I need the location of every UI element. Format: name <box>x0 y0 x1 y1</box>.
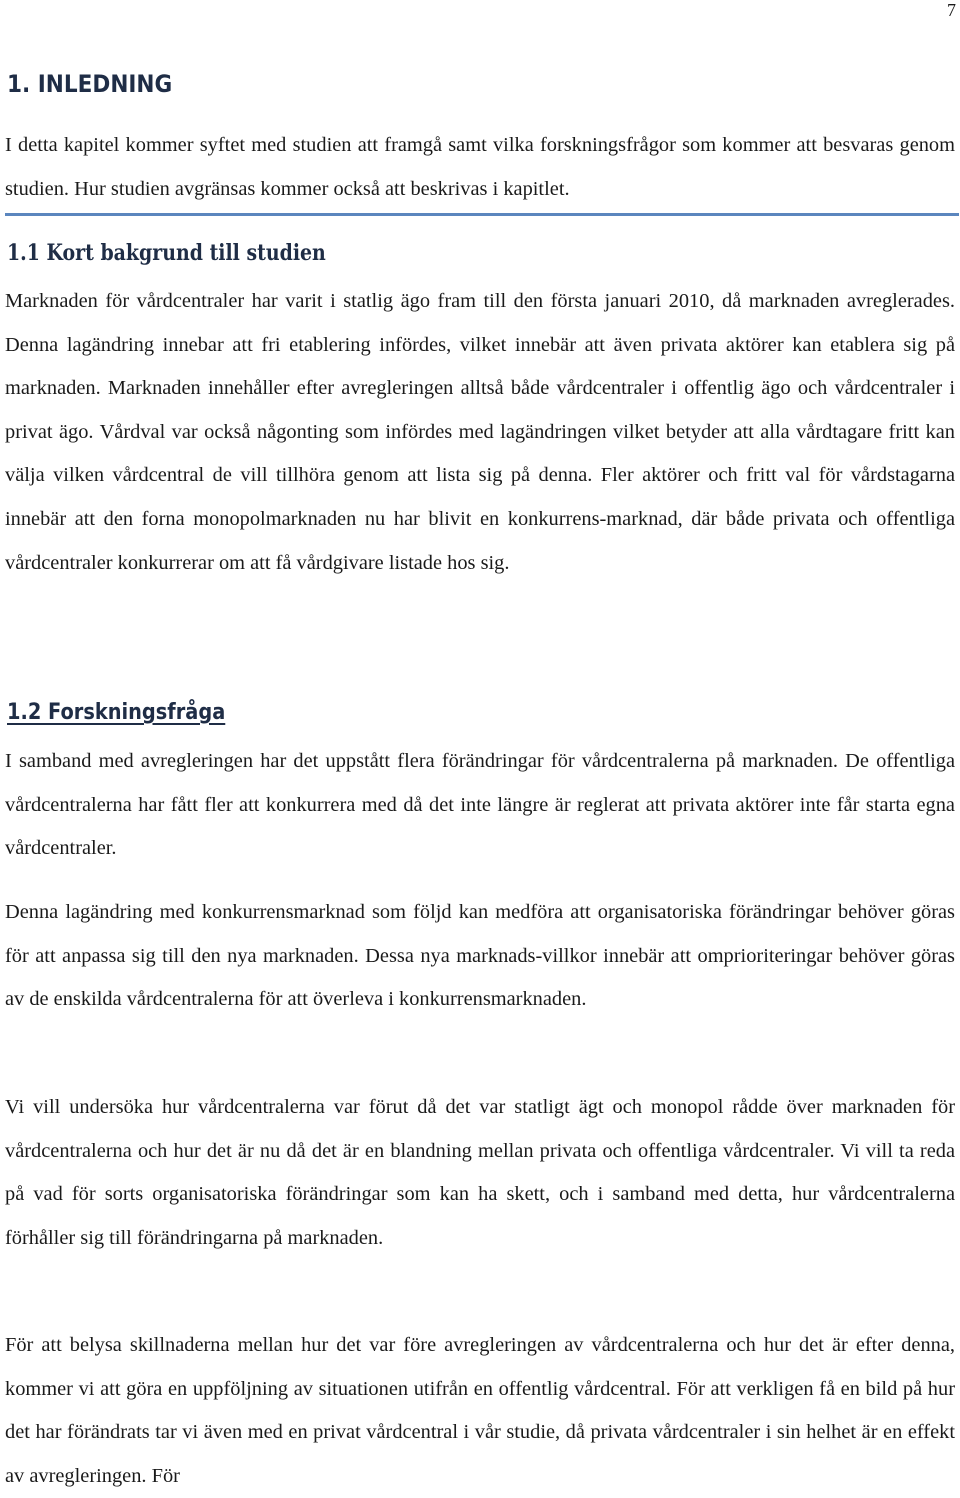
research-paragraph-2: Denna lagändring med konkurrensmarknad som följd kan medföra att organisatoriska förändringar behöver göras för att anpassa sig till den nya marknaden. Dessa nya marknads-villkor innebär att omprioriteringar behöver göras av de enskilda vårdcentralerna för att överleva i konkurrensmarknaden. <box>5 901 955 1010</box>
chapter-heading: 1. INLEDNING <box>7 70 173 98</box>
research-paragraph-4: För att belysa skillnaderna mellan hur det var före avregleringen av vårdcentralerna och hur det är efter denna, kommer vi att göra en uppföljning av situationen utifrån en offentlig vårdcentral. För att verkligen få en bild på hur det har förändrats tar vi även med en privat vårdcentral i vår studie, då privata vårdcentraler i sin helhet är en effekt av avregleringen. För <box>5 1334 955 1487</box>
research-paragraph-1: I samband med avregleringen har det uppstått flera förändringar för vårdcentralerna på marknaden. De offentliga vårdcentralerna har fått fler att konkurrera med då det inte längre är reglerat att privata aktörer inte får starta egna vårdcentraler. <box>5 750 955 859</box>
section-divider <box>5 213 959 216</box>
background-paragraph: Marknaden för vårdcentraler har varit i statlig ägo fram till den första januari 2010, då marknaden avreglerades. Denna lagändring innebar att fri etablering infördes, vilket innebär att även privata aktörer kan etablera sig på marknaden. Marknaden innehåller efter avregleringen alltså både vårdcentraler i offentlig ägo och vårdcentraler i privat ägo. Vårdval var också någonting som infördes med lagändringen vilket betyder att alla vårdtagare fritt kan välja vilken vårdcentral de vill tillhöra genom att lista sig på denna. Fler aktörer och fritt val för vårdstagarna innebär att den forna monopolmarknaden nu har blivit en konkurrens-marknad, där både privata och offentliga vårdcentraler konkurrerar om att få vårdgivare listade hos sig. <box>5 290 955 574</box>
intro-paragraph: I detta kapitel kommer syftet med studien att framgå samt vilka forskningsfrågor som kommer att besvaras genom studien. Hur studien avgränsas kommer också att beskrivas i kapitlet. <box>5 134 955 200</box>
research-paragraph-3: Vi vill undersöka hur vårdcentralerna var förut då det var statligt ägt och monopol rådde över marknaden för vårdcentralerna och hur det är nu då det är en blandning mellan privata och offentliga vårdcentraler. Vi vill ta reda på vad för sorts organisatoriska förändringar som kan ha skett, och i samband med detta, hur vårdcentralerna förhåller sig till förändringarna på marknaden. <box>5 1096 955 1249</box>
section-heading-1-1: 1.1 Kort bakgrund till studien <box>7 240 326 266</box>
section-heading-1-2: 1.2 Forskningsfråga <box>7 700 226 725</box>
page-number: 7 <box>947 0 956 20</box>
